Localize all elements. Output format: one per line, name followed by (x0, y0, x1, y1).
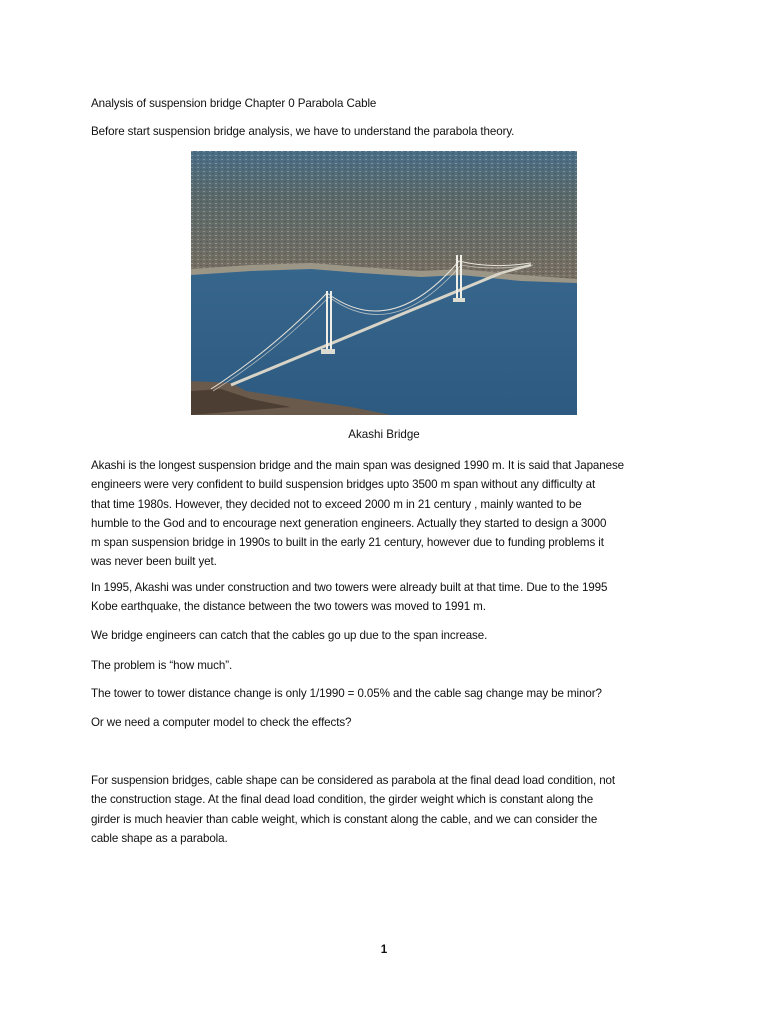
figure-caption: Akashi Bridge (348, 428, 420, 441)
paragraph-cables-go-up: We bridge engineers can catch that the cables go up due to the span increase. (91, 629, 488, 642)
paragraph-akashi-history (91, 456, 691, 572)
paragraph-kobe-earthquake (91, 578, 691, 617)
paragraph-computer-model: Or we need a computer model to check the effects? (91, 716, 352, 729)
text-line: that time 1980s. However, they decided not to exceed 2000 m in 21 century , mainly wanted to be (91, 497, 582, 511)
page-number: 1 (380, 943, 388, 956)
text-line: m span suspension bridge in 1990s to built in the early 21 century, however due to funding problems it (91, 536, 604, 550)
text-line: girder is much heavier than cable weight, which is constant along the cable, and we can consider the (91, 812, 598, 826)
intro-paragraph: Before start suspension bridge analysis, we have to understand the parabola theory. (91, 125, 515, 138)
text-line: Akashi is the longest suspension bridge and the main span was designed 1990 m. It is said that Japanese (91, 459, 625, 472)
text-line: cable shape as a parabola. (91, 831, 228, 845)
text-line: Kobe earthquake, the distance between the two towers was moved to 1991 m. (91, 600, 486, 614)
text-line: was never been built yet. (91, 555, 217, 569)
text-line: For suspension bridges, cable shape can be considered as parabola at the final dead load condition, not (91, 774, 616, 787)
document-title: Analysis of suspension bridge Chapter 0 Parabola Cable (91, 97, 377, 110)
text-line: the construction stage. At the final dead load condition, the girder weight which is constant along the (91, 793, 594, 807)
paragraph-how-much: The problem is “how much”. (91, 659, 233, 672)
text-line: In 1995, Akashi was under construction and two towers were already built at that time. Due to the 1995 (91, 581, 608, 594)
text-line: humble to the God and to encourage next generation engineers. Actually they started to design a 3000 (91, 516, 607, 530)
paragraph-parabola-shape (91, 771, 691, 848)
paragraph-distance-change: The tower to tower distance change is only 1/1990 = 0.05% and the cable sag change may be minor? (91, 687, 602, 700)
text-line: engineers were very confident to build suspension bridges upto 3500 m span without any difficulty at (91, 478, 596, 492)
akashi-bridge-photo (191, 151, 577, 415)
